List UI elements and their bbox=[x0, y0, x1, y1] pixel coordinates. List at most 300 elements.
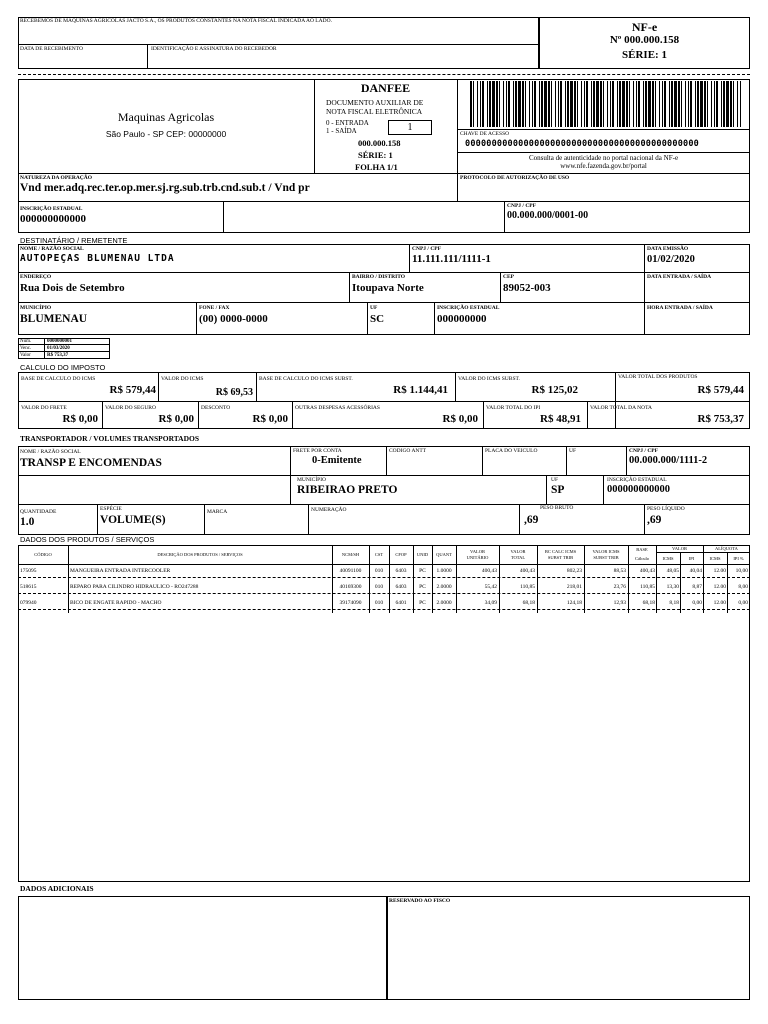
barcode-bar bbox=[617, 81, 618, 127]
ipi-label: VALOR TOTAL DO IPI bbox=[486, 405, 541, 411]
barcode-bar bbox=[607, 81, 608, 127]
fatura-num: 0000000001 bbox=[47, 339, 72, 344]
seguro-label: VALOR DO SEGURO bbox=[105, 405, 156, 411]
barcode-bar bbox=[711, 81, 712, 127]
barcode-bar bbox=[678, 81, 680, 127]
hdr-aliquota: ALÍQUOTA bbox=[715, 546, 738, 551]
barcode-bar bbox=[581, 81, 582, 127]
hdr-descricao: DESCRIÇÃO DOS PRODUTOS / SERVIÇOS bbox=[157, 552, 243, 557]
barcode-bar bbox=[518, 81, 521, 127]
barcode-bar bbox=[551, 81, 552, 127]
barcode-bar bbox=[570, 81, 573, 127]
tr-v8 bbox=[603, 475, 604, 505]
canhoto-divider bbox=[18, 44, 539, 45]
produto-cell-vunit: 55,42 bbox=[484, 584, 497, 590]
danfe-line2: NOTA FISCAL ELETRÔNICA bbox=[326, 107, 423, 116]
dest-endereco: Rua Dois de Setembro bbox=[20, 282, 125, 294]
dest-v5 bbox=[196, 302, 197, 335]
dest-cep: 89052-003 bbox=[503, 282, 551, 294]
barcode-bar bbox=[522, 81, 524, 127]
hdr-quant: QUANT bbox=[436, 552, 452, 557]
fisco-box bbox=[387, 896, 750, 1000]
produto-cell-codigo: 518615 bbox=[20, 584, 37, 590]
tr-frete-label: FRETE POR CONTA bbox=[293, 448, 342, 454]
tr-v3 bbox=[482, 446, 483, 476]
dest-cnpj-label: CNPJ / CPF bbox=[412, 246, 442, 252]
barcode-bar bbox=[574, 81, 576, 127]
barcode-bar bbox=[508, 81, 510, 127]
natureza-label: NATUREZA DA OPERAÇÃO bbox=[20, 175, 93, 181]
produto-cell-base: 68,18 bbox=[642, 600, 655, 606]
produto-cell-aipi: 0,00 bbox=[738, 600, 748, 606]
destinatario-section: DESTINATÁRIO / REMETENTE bbox=[20, 236, 128, 245]
produto-cell-codigo: 175095 bbox=[20, 568, 37, 574]
adicionais-section: DADOS ADICIONAIS bbox=[20, 884, 94, 893]
barcode-bar bbox=[539, 81, 540, 127]
barcode-bar bbox=[659, 81, 660, 127]
produto-cell-cst: 010 bbox=[374, 600, 384, 606]
barcode-bar bbox=[733, 81, 734, 127]
barcode-bar bbox=[480, 81, 481, 127]
barcode-bar bbox=[567, 81, 569, 127]
ie-value: 000000000000 bbox=[20, 213, 86, 225]
dest-hsep-1 bbox=[18, 272, 750, 273]
canhoto-recebemos: RECEBEMOS DE MAQUINAS AGRICOLAS JACTO S.A., OS PRODUTOS CONSTANTES NA NOTA FISCAL INDICADA AO LADO. bbox=[20, 18, 332, 24]
danfe-title: DANFEE bbox=[360, 81, 411, 95]
produto-cell-aipi: 10,00 bbox=[735, 568, 748, 574]
outras-label: OUTRAS DESPESAS ACESSÓRIAS bbox=[295, 405, 380, 411]
tr-cnpj-label: CNPJ / CPF bbox=[629, 448, 659, 454]
cnpj-emit-value: 00.000.000/0001-00 bbox=[507, 210, 589, 221]
tr-municipio-label: MUNICÍPIO bbox=[297, 477, 327, 483]
ipi-value: R$ 48,91 bbox=[540, 413, 581, 425]
bc-icms: R$ 579,44 bbox=[109, 384, 156, 396]
hdr-vipi: IPI bbox=[688, 556, 695, 561]
danfe-entrada: 0 - ENTRADA bbox=[326, 119, 369, 127]
barcode-bar bbox=[470, 81, 472, 127]
barcode-bar bbox=[704, 81, 706, 127]
barcode-bar bbox=[593, 81, 595, 127]
barcode-bar bbox=[558, 81, 559, 127]
dest-fone: (00) 0000-0000 bbox=[199, 313, 268, 325]
barcode-bar bbox=[629, 81, 630, 127]
adicionais-box bbox=[18, 896, 387, 1000]
barcode-bar bbox=[671, 81, 673, 127]
sub-header-divider bbox=[656, 552, 750, 553]
tr-qtd-label: QUANTIDADE bbox=[20, 509, 57, 515]
tr-bruto: ,69 bbox=[524, 514, 539, 526]
tr-ie-label: INSCRIÇÃO ESTADUAL bbox=[607, 477, 667, 483]
barcode-bar bbox=[534, 81, 536, 127]
tr-liquido: ,69 bbox=[647, 514, 662, 526]
table-row-separator bbox=[18, 609, 750, 610]
barcode-bar bbox=[690, 81, 692, 127]
emitente-cidade: São Paulo bbox=[105, 129, 146, 139]
nfe-numero: Nº 000.000.158 bbox=[609, 34, 680, 46]
barcode-bar bbox=[669, 81, 670, 127]
hdr-vtotal-1: VALOR bbox=[510, 549, 526, 554]
barcode-bar bbox=[565, 81, 566, 127]
dest-emissao: 01/02/2020 bbox=[647, 254, 695, 265]
produto-cell-bcst: 802,23 bbox=[566, 568, 582, 574]
barcode-bar bbox=[548, 81, 550, 127]
bc-icms-label: BASE DE CALCULO DO ICMS bbox=[21, 376, 96, 382]
dest-ie: 000000000 bbox=[437, 313, 487, 325]
desconto-value: R$ 0,00 bbox=[252, 413, 288, 425]
barcode-bar bbox=[638, 81, 640, 127]
produto-cell-ncm: 40169300 bbox=[339, 584, 362, 590]
chave-divider bbox=[457, 152, 750, 153]
imp-v6 bbox=[198, 401, 199, 429]
dest-v1 bbox=[409, 244, 410, 272]
tr-frete: 0-Emitente bbox=[312, 455, 362, 466]
barcode-bar bbox=[633, 81, 634, 127]
dest-emissao-label: DATA EMISSÃO bbox=[647, 246, 689, 252]
cnpj-emit-label: CNPJ / CPF bbox=[507, 203, 537, 209]
dest-nome-label: NOME / RAZÃO SOCIAL bbox=[20, 246, 84, 252]
barcode-bar bbox=[626, 81, 628, 127]
tr-marca-label: MARCA bbox=[207, 509, 228, 515]
barcode-bar bbox=[730, 81, 732, 127]
nota-value: R$ 753,37 bbox=[697, 413, 744, 425]
hdr-vst-2: SUBST TRIB bbox=[593, 555, 619, 560]
tr-ie: 000000000000 bbox=[607, 484, 670, 495]
emitente-nome: Maquinas Agricolas bbox=[117, 110, 215, 124]
dest-v6 bbox=[367, 302, 368, 335]
barcode-bar bbox=[515, 81, 517, 127]
barcode-bar bbox=[721, 81, 722, 127]
tr-v11 bbox=[308, 504, 309, 535]
tr-v9 bbox=[97, 504, 98, 535]
barcode-bar bbox=[591, 81, 592, 127]
barcode-bar bbox=[492, 81, 495, 127]
fatura-valor: R$ 753,37 bbox=[47, 353, 69, 358]
hdr-aicms: ICMS bbox=[709, 556, 721, 561]
canhoto-vdivider bbox=[147, 44, 148, 69]
produto-cell-vst: 12,93 bbox=[613, 600, 626, 606]
barcode-bar bbox=[622, 81, 625, 127]
barcode-bar bbox=[584, 81, 585, 127]
nfe-serie: SÉRIE: 1 bbox=[622, 49, 667, 61]
imp-v1 bbox=[158, 372, 159, 401]
fatura-num-label: Num. bbox=[20, 339, 32, 344]
barcode-bar bbox=[532, 81, 533, 127]
tr-cnpj: 00.000.000/1111-2 bbox=[629, 455, 708, 466]
canhoto-box bbox=[18, 17, 539, 69]
fatura-hsep-2 bbox=[18, 351, 110, 352]
tr-v10 bbox=[204, 504, 205, 535]
hdr-vunit-2: UNITÁRIO bbox=[466, 555, 489, 560]
imp-v5 bbox=[102, 401, 103, 429]
barcode-bar bbox=[619, 81, 621, 127]
ie-label: INSCRIÇÃO ESTADUAL bbox=[20, 206, 83, 212]
barcode-bar bbox=[496, 81, 498, 127]
fisco-label: RESERVADO AO FISCO bbox=[389, 898, 451, 904]
v-st-label: VALOR DO ICMS SUBST. bbox=[458, 376, 520, 382]
tr-v6 bbox=[290, 475, 291, 505]
cut-line bbox=[18, 74, 750, 75]
tr-placa-label: PLACA DO VEICULO bbox=[485, 448, 538, 454]
dest-hora-label: HORA ENTRADA / SAÍDA bbox=[647, 305, 713, 311]
produto-cell-aipi: 8,00 bbox=[738, 584, 748, 590]
ie-box bbox=[18, 201, 750, 233]
fatura-hsep-1 bbox=[18, 344, 110, 345]
produtos-header-divider bbox=[18, 564, 750, 565]
barcode-bar bbox=[482, 81, 484, 127]
hdr-aipi: IPI % bbox=[733, 556, 744, 561]
barcode-bar bbox=[685, 81, 686, 127]
produto-cell-unid: PC bbox=[419, 600, 426, 606]
produto-cell-descricao: BICO DE ENGATE RAPIDO - MACHO bbox=[70, 600, 162, 606]
barcode-bar bbox=[503, 81, 504, 127]
produto-cell-ncm: 39174090 bbox=[339, 600, 362, 606]
produto-cell-vunit: 400,43 bbox=[481, 568, 497, 574]
produto-cell-vst: 88,53 bbox=[613, 568, 626, 574]
barcode-bar bbox=[541, 81, 543, 127]
tr-uf-label: UF bbox=[569, 448, 577, 454]
barcode-divider bbox=[457, 129, 750, 130]
produto-cell-vicms: 48,05 bbox=[666, 568, 679, 574]
danfe-saida: 1 - SAÍDA bbox=[326, 127, 357, 135]
dest-v3 bbox=[349, 272, 350, 302]
table-row-separator bbox=[18, 593, 750, 594]
barcode-bar bbox=[473, 81, 474, 127]
barcode-bar bbox=[700, 81, 703, 127]
seguro-value: R$ 0,00 bbox=[158, 413, 194, 425]
natureza-vdivider bbox=[457, 173, 458, 202]
produto-cell-aicms: 12.00 bbox=[713, 584, 726, 590]
tr-v13 bbox=[644, 504, 645, 535]
danfe-serie: SÉRIE: 1 bbox=[358, 150, 393, 160]
imp-v3 bbox=[455, 372, 456, 401]
barcode-bar bbox=[714, 81, 715, 127]
barcode-bar bbox=[648, 81, 651, 127]
emitente-uf: - SP CEP: bbox=[145, 129, 189, 139]
produto-cell-vicms: 13,30 bbox=[666, 584, 679, 590]
v-icms-label: VALOR DO ICMS bbox=[161, 376, 204, 382]
imp-v7 bbox=[292, 401, 293, 429]
chave-label: CHAVE DE ACESSO bbox=[460, 131, 510, 137]
produto-cell-quant: 1.0000 bbox=[436, 568, 452, 574]
hdr-ncm: NCM/SH bbox=[341, 552, 360, 557]
produto-cell-cfop: 6403 bbox=[395, 584, 407, 590]
produto-cell-cfop: 6401 bbox=[395, 600, 407, 606]
dest-uf-label: UF bbox=[370, 305, 378, 311]
produto-cell-aicms: 12.00 bbox=[713, 600, 726, 606]
barcode-bar bbox=[723, 81, 725, 127]
barcode-bar bbox=[695, 81, 696, 127]
tr-municipio: RIBEIRAO PRETO bbox=[297, 484, 398, 496]
outras-value: R$ 0,00 bbox=[442, 413, 478, 425]
barcode-bar bbox=[688, 81, 689, 127]
produto-cell-cfop: 6403 bbox=[395, 568, 407, 574]
imp-v9 bbox=[587, 401, 588, 429]
barcode-bar bbox=[596, 81, 599, 127]
barcode-bar bbox=[499, 81, 500, 127]
barcode-bar bbox=[612, 81, 614, 127]
table-row-separator bbox=[18, 577, 750, 578]
fatura-vsep bbox=[44, 338, 45, 359]
produto-cell-bcst: 124,18 bbox=[566, 600, 582, 606]
produto-cell-descricao: MANGUEIRA ENTRADA INTERCOOLER bbox=[70, 568, 171, 574]
tr-uf2: SP bbox=[551, 484, 565, 496]
danfe-folha: FOLHA 1/1 bbox=[355, 162, 398, 172]
tr-v12 bbox=[519, 504, 520, 535]
produto-cell-unid: PC bbox=[419, 568, 426, 574]
imp-v4 bbox=[615, 372, 616, 429]
tr-v5 bbox=[626, 446, 627, 476]
imposto-hsep bbox=[18, 401, 750, 402]
nota-label: VALOR TOTAL DA NOTA bbox=[590, 405, 653, 411]
barcode-bar bbox=[603, 81, 604, 127]
ie-vdivider-2 bbox=[504, 201, 505, 233]
produtos-section: DADOS DOS PRODUTOS / SERVIÇOS bbox=[20, 535, 155, 544]
dest-bairro-label: BAIRRO / DISTRITO bbox=[352, 274, 406, 280]
frete-label: VALOR DO FRETE bbox=[21, 405, 67, 411]
tr-v7 bbox=[546, 475, 547, 505]
hdr-bcst-1: BC CALC ICMS bbox=[544, 549, 577, 554]
bc-st-label: BASE DE CALCULO DO ICMS SUBST. bbox=[259, 376, 353, 382]
tr-bruto-label: PESO BRUTO bbox=[540, 505, 574, 511]
emitente-endereco bbox=[18, 129, 314, 139]
produto-cell-vst: 23,76 bbox=[613, 584, 626, 590]
produtos-box bbox=[18, 545, 750, 882]
dest-municipio-label: MUNICÍPIO bbox=[20, 305, 52, 311]
barcode-bar bbox=[716, 81, 718, 127]
fatura-venc-label: Venc. bbox=[20, 346, 32, 351]
hdr-vicms: ICMS bbox=[662, 556, 674, 561]
hdr-calculo: Cálculo bbox=[635, 556, 649, 561]
dest-cep-label: CEP bbox=[503, 274, 514, 280]
tr-liquido-label: PESO LÍQUIDO bbox=[647, 506, 685, 512]
tr-v4 bbox=[566, 446, 567, 476]
hdr-valor: VALOR bbox=[672, 546, 687, 551]
hdr-cfop: CFOP bbox=[395, 552, 407, 557]
produto-cell-cst: 010 bbox=[374, 568, 384, 574]
dest-fone-label: FONE / FAX bbox=[199, 305, 230, 311]
tr-v1 bbox=[290, 446, 291, 476]
hdr-vunit-1: VALOR bbox=[470, 549, 485, 554]
tr-qtd: 1.0 bbox=[20, 516, 35, 528]
barcode-bar bbox=[726, 81, 729, 127]
produto-cell-codigo: 079940 bbox=[20, 600, 37, 606]
bc-st: R$ 1.144,41 bbox=[393, 384, 448, 396]
barcode-bar bbox=[645, 81, 647, 127]
barcode-bar bbox=[489, 81, 491, 127]
ie-vdivider-1 bbox=[223, 201, 224, 233]
v-st: R$ 125,02 bbox=[531, 384, 578, 396]
hdr-codigo: CÓDIGO bbox=[34, 552, 52, 557]
v-icms: R$ 69,53 bbox=[215, 387, 253, 398]
produto-cell-quant: 2.0000 bbox=[436, 584, 452, 590]
hdr-vst-1: VALOR ICMS bbox=[592, 549, 620, 554]
produto-cell-vicms: 8,18 bbox=[669, 600, 679, 606]
hdr-cst: CST bbox=[374, 552, 384, 557]
dest-municipio: BLUMENAU bbox=[20, 313, 88, 325]
imp-v2 bbox=[256, 372, 257, 401]
produto-cell-vtotal: 68,18 bbox=[522, 600, 535, 606]
produto-cell-vipi: 8,87 bbox=[692, 584, 702, 590]
barcode-bar bbox=[610, 81, 611, 127]
barcode-bar bbox=[655, 81, 656, 127]
tr-uf2-label: UF bbox=[551, 477, 559, 483]
nfe-title: NF-e bbox=[631, 20, 658, 34]
danfe-numero: 000.000.158 bbox=[358, 138, 401, 148]
barcode-bar bbox=[681, 81, 682, 127]
barcode-bar bbox=[477, 81, 478, 127]
barcode-bar bbox=[513, 81, 514, 127]
barcode-bar bbox=[529, 81, 530, 127]
data-recebimento-label: DATA DE RECEBIMENTO bbox=[20, 46, 84, 52]
produto-cell-base: 110,85 bbox=[640, 584, 655, 590]
barcode-bar bbox=[586, 81, 588, 127]
chave-value: 00000000000000000000000000000000000000000000 bbox=[465, 139, 699, 149]
fatura-venc: 01/03/2020 bbox=[47, 346, 70, 351]
v-prod-label: VALOR TOTAL DOS PRODUTOS bbox=[618, 374, 698, 380]
dest-bairro: Itoupava Norte bbox=[352, 282, 424, 294]
produto-cell-quant: 2.0000 bbox=[436, 600, 452, 606]
frete-value: R$ 0,00 bbox=[62, 413, 98, 425]
tr-antt-label: CODIGO ANTT bbox=[389, 448, 427, 454]
produto-cell-descricao: REPARO PARA CILINDRO HIDRAULICO - RO247288 bbox=[70, 584, 199, 590]
barcode-bar bbox=[697, 81, 699, 127]
produto-cell-vipi: 0,00 bbox=[692, 600, 702, 606]
tr-v2 bbox=[386, 446, 387, 476]
barcode-bar bbox=[487, 81, 488, 127]
barcode-bar bbox=[544, 81, 547, 127]
dest-ie-label: INSCRIÇÃO ESTADUAL bbox=[437, 305, 500, 311]
tr-nome: TRANSP E ENCOMENDAS bbox=[20, 457, 162, 469]
dest-v2 bbox=[644, 244, 645, 335]
barcode-bar bbox=[707, 81, 708, 127]
protocolo-label: PROTOCOLO DE AUTORIZAÇÃO DE USO bbox=[460, 175, 570, 181]
produto-cell-unid: PC bbox=[419, 584, 426, 590]
barcode-bar bbox=[560, 81, 562, 127]
fatura-valor-label: Valor bbox=[20, 353, 31, 358]
barcode bbox=[468, 81, 746, 127]
dest-endereco-label: ENDEREÇO bbox=[20, 274, 52, 280]
tr-numeracao-label: NUMERAÇÃO bbox=[311, 507, 347, 513]
barcode-bar bbox=[525, 81, 526, 127]
barcode-bar bbox=[577, 81, 578, 127]
produto-cell-vipi: 40,04 bbox=[689, 568, 702, 574]
barcode-bar bbox=[664, 81, 666, 127]
produto-cell-vtotal: 400,43 bbox=[519, 568, 535, 574]
barcode-bar bbox=[740, 81, 741, 127]
barcode-bar bbox=[636, 81, 637, 127]
hdr-base: BASE bbox=[636, 547, 648, 552]
hdr-vtotal-2: TOTAL bbox=[510, 555, 526, 560]
dest-uf: SC bbox=[370, 313, 385, 325]
consulta-line2: www.nfe.fazenda.gov.br/portal bbox=[560, 162, 647, 170]
barcode-bar bbox=[600, 81, 602, 127]
hdr-unid: UNID bbox=[416, 552, 429, 557]
barcode-bar bbox=[643, 81, 644, 127]
tr-especie: VOLUME(S) bbox=[100, 514, 166, 526]
emitente-cep: 00000000 bbox=[188, 129, 227, 139]
barcode-bar bbox=[674, 81, 677, 127]
barcode-bar bbox=[737, 81, 738, 127]
produto-cell-vtotal: 110,85 bbox=[520, 584, 535, 590]
v-prod: R$ 579,44 bbox=[697, 384, 744, 396]
produto-cell-cst: 010 bbox=[374, 584, 384, 590]
consulta-line1: Consulta de autenticidade no portal nacional da NF-e bbox=[528, 154, 679, 162]
tr-especie-label: ESPÉCIE bbox=[100, 506, 122, 512]
dest-v4 bbox=[500, 272, 501, 302]
danfe-line1: DOCUMENTO AUXILIAR DE bbox=[326, 98, 424, 107]
natureza-value: Vnd mer.adq.rec.ter.op.mer.sj.rg.sub.trb.cnd.sub.t / Vnd pr bbox=[20, 182, 310, 194]
produto-cell-aicms: 12.00 bbox=[713, 568, 726, 574]
